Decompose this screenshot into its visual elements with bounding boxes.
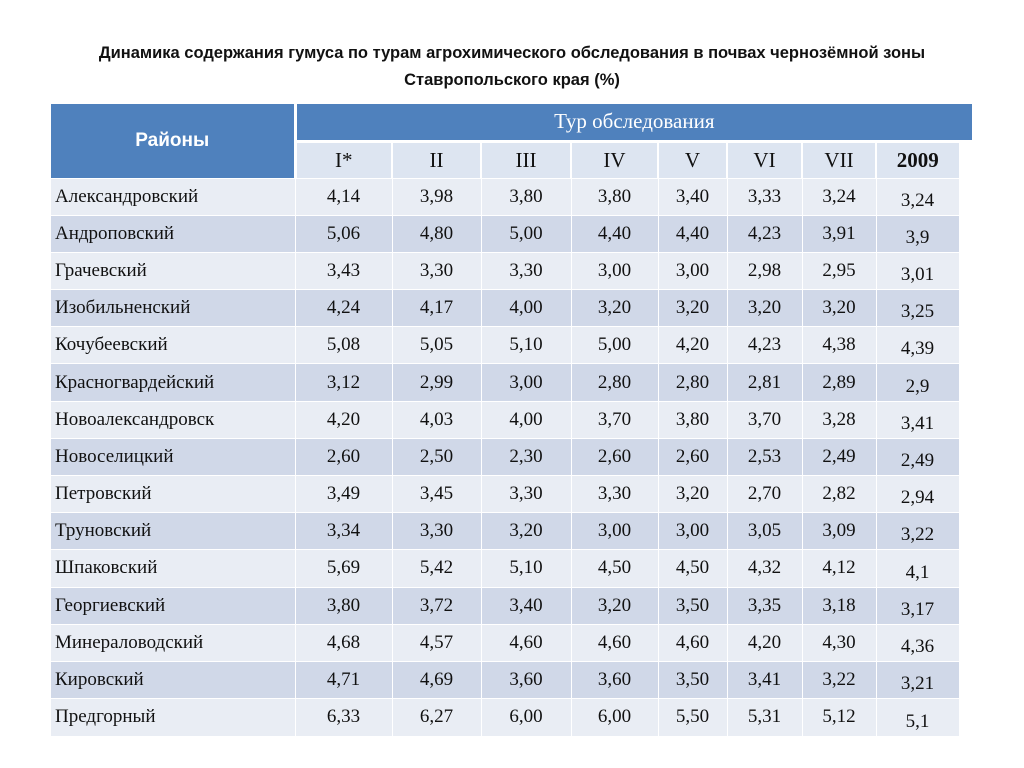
humus-value: 2,9 [876, 364, 959, 401]
humus-value: 3,41 [727, 661, 802, 698]
district-name: Кочубеевский [51, 327, 295, 364]
humus-value: 3,80 [658, 401, 727, 438]
humus-value: 2,53 [727, 438, 802, 475]
humus-value: 5,1 [876, 699, 959, 736]
humus-value: 3,80 [295, 587, 392, 624]
district-name: Шпаковский [51, 550, 295, 587]
round-header: 2009 [876, 141, 959, 178]
humus-value: 3,01 [876, 252, 959, 289]
tour-header: Тур обследования [295, 104, 972, 141]
humus-value: 3,80 [571, 178, 658, 215]
humus-value: 4,60 [571, 624, 658, 661]
humus-value: 4,00 [481, 401, 571, 438]
humus-value: 4,03 [392, 401, 481, 438]
district-name: Изобильненский [51, 290, 295, 327]
humus-value: 5,00 [571, 327, 658, 364]
humus-value: 4,00 [481, 290, 571, 327]
humus-value: 3,70 [727, 401, 802, 438]
humus-value: 3,30 [481, 476, 571, 513]
humus-value: 4,80 [392, 215, 481, 252]
humus-value: 3,98 [392, 178, 481, 215]
table-row [51, 327, 972, 364]
row-edge-strip [959, 438, 972, 475]
humus-value: 4,38 [802, 327, 876, 364]
humus-value: 5,08 [295, 327, 392, 364]
humus-value: 3,24 [876, 178, 959, 215]
district-name: Минераловодский [51, 624, 295, 661]
row-edge-strip [959, 513, 972, 550]
humus-value: 3,30 [481, 252, 571, 289]
humus-value: 3,00 [481, 364, 571, 401]
humus-value: 4,60 [658, 624, 727, 661]
humus-value: 3,91 [802, 215, 876, 252]
row-edge-strip [959, 178, 972, 215]
district-name: Андроповский [51, 215, 295, 252]
humus-value: 5,10 [481, 327, 571, 364]
row-edge-strip [959, 252, 972, 289]
row-edge-strip [959, 699, 972, 736]
humus-value: 4,36 [876, 624, 959, 661]
table-row [51, 624, 972, 661]
humus-value: 3,30 [392, 513, 481, 550]
humus-value: 3,20 [727, 290, 802, 327]
humus-value: 3,80 [481, 178, 571, 215]
round-header: V [658, 141, 727, 178]
humus-value: 6,00 [481, 699, 571, 736]
table-row [51, 476, 972, 513]
humus-value: 2,89 [802, 364, 876, 401]
humus-value: 3,35 [727, 587, 802, 624]
humus-value: 4,68 [295, 624, 392, 661]
humus-value: 3,25 [876, 290, 959, 327]
humus-value: 6,27 [392, 699, 481, 736]
humus-value: 3,18 [802, 587, 876, 624]
humus-value: 3,22 [876, 513, 959, 550]
table-row [51, 178, 972, 215]
humus-value: 3,30 [571, 476, 658, 513]
table-row [51, 587, 972, 624]
humus-value: 2,60 [658, 438, 727, 475]
table-row [51, 550, 972, 587]
row-edge-strip [959, 661, 972, 698]
districts-header: Районы [51, 104, 295, 178]
humus-value: 4,20 [727, 624, 802, 661]
round-header: IV [571, 141, 658, 178]
humus-value: 3,49 [295, 476, 392, 513]
humus-value: 2,70 [727, 476, 802, 513]
humus-value: 4,24 [295, 290, 392, 327]
humus-value: 2,50 [392, 438, 481, 475]
humus-value: 5,10 [481, 550, 571, 587]
row-edge-strip [959, 364, 972, 401]
humus-value: 2,80 [658, 364, 727, 401]
round-header: II [392, 141, 481, 178]
humus-value: 3,00 [571, 252, 658, 289]
title-line-1: Динамика содержания гумуса по турам агрохимического обследования в почвах чернозёмной зоны [98, 44, 926, 62]
humus-value: 3,20 [658, 476, 727, 513]
row-edge-strip [959, 290, 972, 327]
humus-value: 4,14 [295, 178, 392, 215]
humus-value: 2,60 [295, 438, 392, 475]
table-row [51, 401, 972, 438]
humus-value: 4,40 [658, 215, 727, 252]
humus-value: 5,06 [295, 215, 392, 252]
humus-value: 5,50 [658, 699, 727, 736]
humus-value: 4,20 [658, 327, 727, 364]
humus-value: 4,71 [295, 661, 392, 698]
humus-value: 4,23 [727, 215, 802, 252]
table-row [51, 513, 972, 550]
humus-value: 3,34 [295, 513, 392, 550]
humus-value: 4,20 [295, 401, 392, 438]
humus-value: 4,69 [392, 661, 481, 698]
row-edge-strip [959, 587, 972, 624]
humus-value: 3,20 [571, 290, 658, 327]
humus-value: 5,31 [727, 699, 802, 736]
humus-value: 3,00 [658, 252, 727, 289]
humus-value: 4,17 [392, 290, 481, 327]
district-name: Александровский [51, 178, 295, 215]
humus-value: 3,60 [571, 661, 658, 698]
humus-value: 4,60 [481, 624, 571, 661]
humus-value: 2,81 [727, 364, 802, 401]
humus-value: 3,72 [392, 587, 481, 624]
humus-value: 3,50 [658, 661, 727, 698]
humus-value: 3,21 [876, 661, 959, 698]
humus-value: 4,32 [727, 550, 802, 587]
humus-value: 3,9 [876, 215, 959, 252]
district-name: Кировский [51, 661, 295, 698]
humus-value: 3,00 [571, 513, 658, 550]
table-row [51, 438, 972, 475]
humus-value: 5,42 [392, 550, 481, 587]
humus-value: 4,30 [802, 624, 876, 661]
humus-value: 4,50 [571, 550, 658, 587]
humus-value: 3,40 [658, 178, 727, 215]
humus-value: 3,50 [658, 587, 727, 624]
humus-value: 6,00 [571, 699, 658, 736]
table-body [51, 178, 972, 736]
humus-value: 2,80 [571, 364, 658, 401]
table-row [51, 290, 972, 327]
humus-value: 3,12 [295, 364, 392, 401]
humus-value: 3,45 [392, 476, 481, 513]
humus-value: 3,41 [876, 401, 959, 438]
humus-value: 3,70 [571, 401, 658, 438]
table-row [51, 364, 972, 401]
humus-value: 3,05 [727, 513, 802, 550]
humus-value: 6,33 [295, 699, 392, 736]
humus-value: 3,33 [727, 178, 802, 215]
humus-value: 3,09 [802, 513, 876, 550]
district-name: Петровский [51, 476, 295, 513]
humus-value: 4,23 [727, 327, 802, 364]
humus-value: 5,00 [481, 215, 571, 252]
humus-value: 4,1 [876, 550, 959, 587]
humus-value: 3,17 [876, 587, 959, 624]
district-name: Георгиевский [51, 587, 295, 624]
humus-value: 3,20 [571, 587, 658, 624]
humus-value: 3,60 [481, 661, 571, 698]
title-line-2: Ставропольского края (%) [404, 71, 620, 89]
humus-value: 5,12 [802, 699, 876, 736]
humus-value: 3,00 [658, 513, 727, 550]
humus-value: 4,12 [802, 550, 876, 587]
district-name: Труновский [51, 513, 295, 550]
round-header: VI [727, 141, 802, 178]
humus-value: 3,20 [481, 513, 571, 550]
round-header: VII [802, 141, 876, 178]
humus-value: 3,24 [802, 178, 876, 215]
humus-value: 3,43 [295, 252, 392, 289]
row-edge-strip [959, 550, 972, 587]
district-name: Предгорный [51, 699, 295, 736]
humus-value: 2,95 [802, 252, 876, 289]
table-row [51, 699, 972, 736]
table-row [51, 661, 972, 698]
round-header: III [481, 141, 571, 178]
humus-table [51, 104, 972, 736]
row-edge-strip [959, 624, 972, 661]
humus-value: 3,22 [802, 661, 876, 698]
district-name: Новоалександровск [51, 401, 295, 438]
humus-value: 2,49 [802, 438, 876, 475]
header-edge-strip [959, 141, 972, 178]
humus-value: 3,30 [392, 252, 481, 289]
round-header: I* [295, 141, 392, 178]
row-edge-strip [959, 327, 972, 364]
district-name: Красногвардейский [51, 364, 295, 401]
humus-value: 4,39 [876, 327, 959, 364]
row-edge-strip [959, 215, 972, 252]
humus-value: 2,98 [727, 252, 802, 289]
humus-value: 2,49 [876, 438, 959, 475]
humus-value: 5,69 [295, 550, 392, 587]
humus-value: 4,50 [658, 550, 727, 587]
humus-value: 2,60 [571, 438, 658, 475]
humus-value: 3,28 [802, 401, 876, 438]
humus-value: 3,20 [802, 290, 876, 327]
table-row [51, 252, 972, 289]
humus-value: 3,40 [481, 587, 571, 624]
humus-value: 5,05 [392, 327, 481, 364]
humus-value: 4,57 [392, 624, 481, 661]
humus-value: 3,20 [658, 290, 727, 327]
district-name: Новоселицкий [51, 438, 295, 475]
table-row [51, 215, 972, 252]
page-title [40, 40, 984, 94]
humus-value: 2,82 [802, 476, 876, 513]
district-name: Грачевский [51, 252, 295, 289]
row-edge-strip [959, 476, 972, 513]
humus-value: 2,99 [392, 364, 481, 401]
humus-value: 4,40 [571, 215, 658, 252]
humus-value: 2,30 [481, 438, 571, 475]
row-edge-strip [959, 401, 972, 438]
humus-value: 2,94 [876, 476, 959, 513]
